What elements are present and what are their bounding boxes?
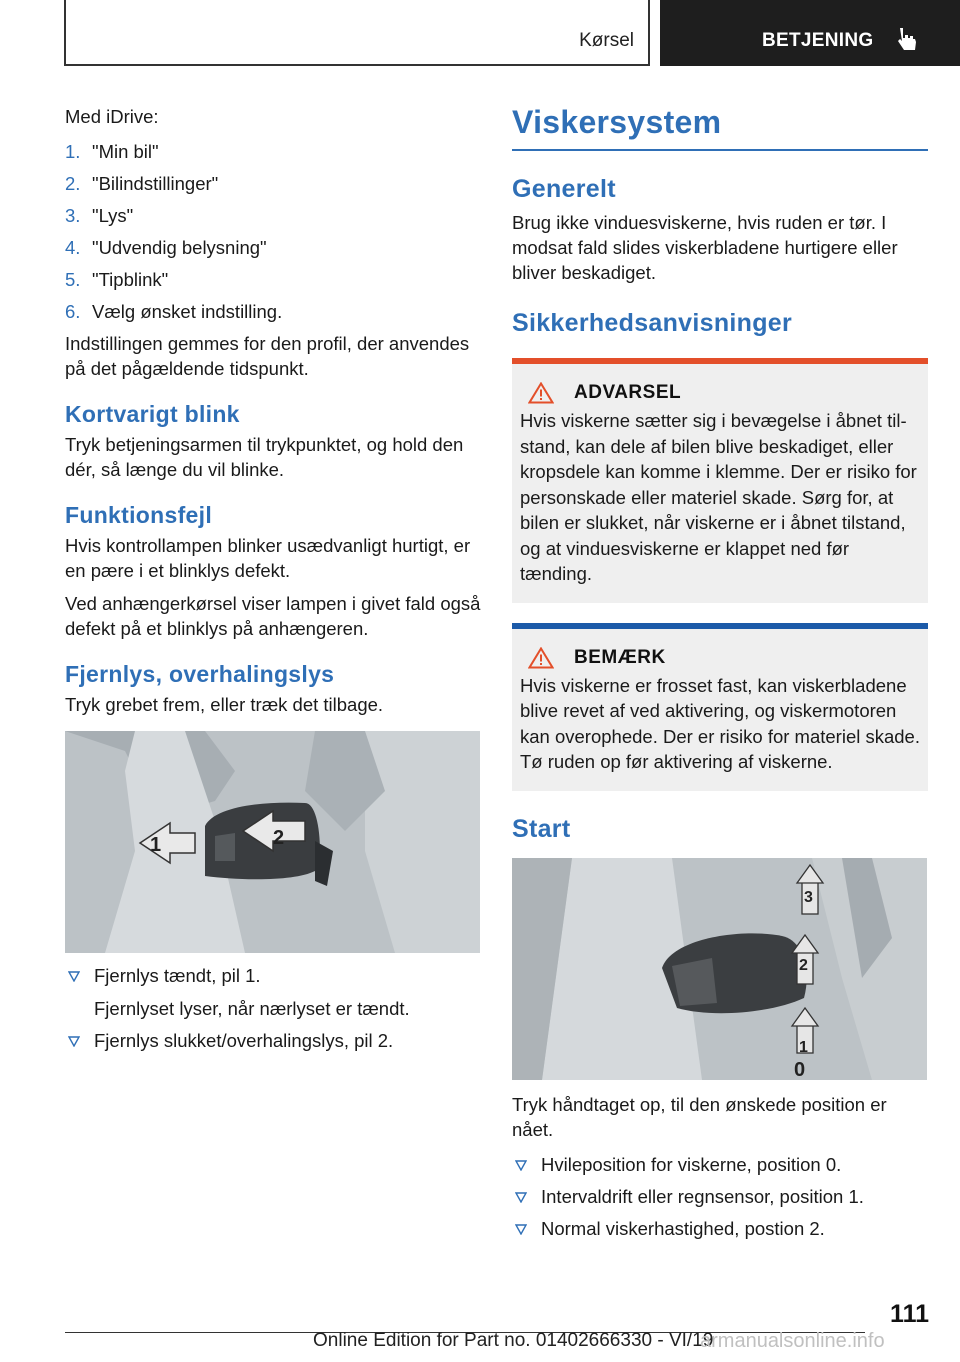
high-beam-bullets <box>65 963 483 1053</box>
intro-text: Med iDrive: <box>65 106 159 127</box>
list-item <box>512 1216 928 1241</box>
page-title: Viskersystem <box>512 104 928 151</box>
warning-header <box>528 382 920 404</box>
step-number: 2. <box>65 173 81 194</box>
heading-start: Start <box>512 814 571 843</box>
chapter-title: BETJENING <box>762 30 874 51</box>
heading-fjernlys: Fjernlys, overhalingslys <box>65 661 335 687</box>
right-column <box>512 104 928 1248</box>
arrow-label-1: 1 <box>150 834 162 856</box>
heading-kortvarigt-blink: Kortvarigt blink <box>65 401 240 427</box>
list-item <box>65 171 483 196</box>
step-number: 3. <box>65 205 81 226</box>
caution-triangle-icon <box>528 647 554 669</box>
list-item <box>65 267 483 292</box>
position-label-2: 2 <box>799 956 808 974</box>
warning-box <box>512 358 928 603</box>
wiper-lever-illustration <box>512 858 927 1080</box>
page-number: 111 <box>890 1300 929 1328</box>
section-title: Kørsel <box>579 30 634 51</box>
step-text: "Tipblink" <box>92 269 169 290</box>
arrow-label-2: 2 <box>273 827 285 849</box>
warning-triangle-icon <box>528 382 554 404</box>
list-item <box>65 235 483 260</box>
list-item <box>65 963 483 1021</box>
step-text: "Udvendig belysning" <box>92 237 267 258</box>
edition-text: Online Edition for Part no. 01402666330 - VI/19 <box>313 1330 714 1351</box>
bullet-text: Fjernlys slukket/overhalingslys, pil 2. <box>94 1030 394 1051</box>
bullet-subtext: Fjernlyset lyser, når nærlyset er tændt. <box>94 998 410 1019</box>
start-text: Tryk håndtaget op, til den ønskede position er nået. <box>512 1093 887 1140</box>
chapter-tab <box>660 0 960 66</box>
bullet-text: Normal viskerhastighed, postion 2. <box>541 1217 825 1239</box>
heading-generelt: Generelt <box>512 175 616 203</box>
bullet-text: Fjernlys tændt, pil 1. <box>94 965 261 986</box>
generelt-text: Brug ikke vinduesviskerne, hvis ruden er tør. I modsat fald slides viskerbladene hurtigere eller bliver beskadiget. <box>512 212 898 283</box>
funktionsfejl-text-1: Hvis kontrollampen blinker usædvanligt hurtigt, er en pære i et blinklys defekt. <box>65 535 471 581</box>
fjernlys-text: Tryk grebet frem, eller træk det tilbage. <box>65 694 384 715</box>
section-tab <box>64 0 650 66</box>
warning-text: Hvis viskerne sætter sig i bevægelse i åbnet tilstand, kan dele af bilen blive beskadiget, eller kropsdele kan komme i klemme. Der er risiko for personskade eller materiel skade. Sørg for, at bilen er slukket, når viskerne er i åbnet tilstand, og at vinduesviskerne er klappet ned før tænding. <box>520 410 917 584</box>
step-number: 5. <box>65 269 81 290</box>
step-number: 4. <box>65 237 81 258</box>
caution-text: Hvis viskerne er frosset fast, kan viskerbladene blive revet af ved aktivering, og viskermotoren kan overophede. Der er risiko for materiel skade. Tø ruden op før aktivering af viskerne. <box>520 674 920 772</box>
step-text: Vælg ønsket indstilling. <box>92 301 283 322</box>
position-label-3: 3 <box>804 888 813 906</box>
wiper-bullets <box>512 1152 928 1241</box>
heading-funktionsfejl: Funktionsfejl <box>65 502 213 528</box>
hand-pointer-icon <box>896 26 918 52</box>
warning-label: ADVARSEL <box>574 382 682 403</box>
bullet-text: Hvileposition for viskerne, position 0. <box>541 1153 842 1175</box>
list-item <box>65 299 483 324</box>
step-text: "Min bil" <box>92 141 159 162</box>
list-item <box>512 1184 928 1209</box>
triangle-bullet-icon <box>515 1223 527 1235</box>
list-item <box>65 203 483 228</box>
step-number: 6. <box>65 301 81 322</box>
settings-saved-text: Indstillingen gemmes for den profil, der anvendes på det pågældende tidspunkt. <box>65 333 470 379</box>
triangle-bullet-icon <box>515 1159 527 1171</box>
heading-sikkerhedsanvisninger: Sikkerhedsanvisninger <box>512 309 793 337</box>
watermark: armanualsonline.info <box>700 1330 885 1352</box>
high-beam-illustration <box>65 731 480 953</box>
list-item <box>512 1152 928 1177</box>
bullet-text: Intervaldrift eller regnsensor, position 1. <box>541 1185 864 1207</box>
caution-box <box>512 623 928 791</box>
list-item <box>65 1028 483 1053</box>
caution-header <box>528 647 920 669</box>
triangle-bullet-icon <box>515 1191 527 1203</box>
position-label-0: 0 <box>794 1058 806 1080</box>
position-label-1: 1 <box>799 1038 808 1056</box>
funktionsfejl-text-2: Ved anhængerkørsel viser lampen i givet fald også defekt på et blinklys på anhængeren. <box>65 593 481 639</box>
triangle-bullet-icon <box>68 1035 80 1047</box>
step-text: "Bilindstillinger" <box>92 173 219 194</box>
caution-label: BEMÆRK <box>574 646 666 668</box>
page-header <box>0 0 960 66</box>
step-number: 1. <box>65 141 81 162</box>
idrive-steps <box>65 139 483 324</box>
left-column <box>65 104 483 1060</box>
kortvarigt-text: Tryk betjeningsarmen til trykpunktet, og hold den dér, så længe du vil blinke. <box>65 434 464 480</box>
triangle-bullet-icon <box>68 970 80 982</box>
list-item <box>65 139 483 164</box>
step-text: "Lys" <box>92 205 134 226</box>
